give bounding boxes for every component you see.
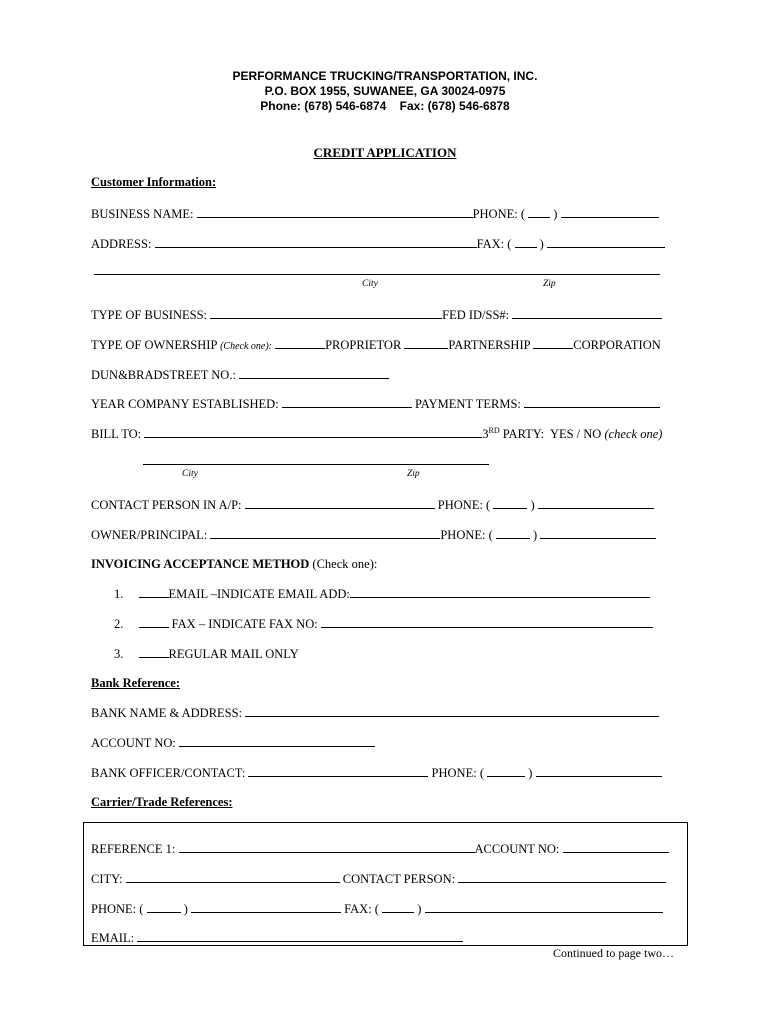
reference-city-label: CITY: [91,872,123,886]
bank-reference-heading: Bank Reference: [91,676,180,690]
proprietor-label: PROPRIETOR [325,338,402,352]
reference-phone-label: PHONE: ( [91,902,144,916]
email-check-field[interactable] [139,585,169,598]
type-business-row [91,306,662,323]
contact-ap-phone-area-field[interactable] [493,496,527,509]
dun-label: DUN&BRADSTREET NO.: [91,368,236,382]
option-number: 2. [114,617,124,631]
reference-phone-field[interactable] [191,900,341,913]
year-established-row [91,395,660,412]
paren-close: ) [533,528,538,542]
paren-close: ) [530,498,535,512]
contact-ap-phone-field[interactable] [538,496,654,509]
reference-email-field[interactable] [137,929,463,942]
payment-terms-label: PAYMENT TERMS: [414,397,521,411]
business-name-row [91,205,659,222]
bill-city-caption: City [182,469,198,479]
bill-zip-caption: Zip [407,469,420,479]
fax-field[interactable] [547,235,665,248]
owner-phone-area-field[interactable] [496,526,530,539]
invoicing-heading [91,556,377,572]
fed-id-field[interactable] [512,306,662,319]
owner-field[interactable] [210,526,440,539]
mail-option-label: REGULAR MAIL ONLY [168,647,299,661]
reference-contact-field[interactable] [458,870,666,883]
year-established-field[interactable] [282,395,412,408]
bill-to-line-2-field[interactable] [143,464,489,465]
reference1-label: REFERENCE 1: [91,842,176,856]
paren-close: ) [528,766,533,780]
option-number: 1. [114,587,124,601]
bank-name-field[interactable] [245,704,659,717]
contact-ap-phone-label: PHONE: ( [437,498,491,512]
carrier-reference-heading: Carrier/Trade References: [91,795,233,809]
reference1-row [91,840,669,857]
bank-account-row [91,734,375,751]
address-row [91,235,665,252]
bank-phone-area-field[interactable] [487,764,525,777]
bank-account-label: ACCOUNT NO: [91,736,176,750]
corporation-check-field[interactable] [533,336,573,349]
reference-city-field[interactable] [126,870,340,883]
reference-email-label: EMAIL: [91,931,135,945]
bank-phone-field[interactable] [536,764,662,777]
dun-field[interactable] [239,366,389,379]
proprietor-check-field[interactable] [275,336,325,349]
third-party-text: PARTY: YES / NO [499,427,602,441]
invoice-option-fax [114,615,653,632]
bill-to-row [91,425,662,442]
mail-check-field[interactable] [139,645,169,658]
option-number: 3. [114,647,124,661]
address-line-2-field[interactable] [94,274,660,275]
company-address: P.O. BOX 1955, SUWANEE, GA 30024-0975 [264,84,506,98]
type-ownership-label: TYPE OF OWNERSHIP [91,338,217,352]
fax-check-field[interactable] [139,615,169,628]
continued-note: Continued to page two… [553,946,674,960]
bank-phone-label: PHONE: ( [431,766,484,780]
invoice-option-email [114,585,650,602]
form-title: CREDIT APPLICATION [313,145,457,160]
reference1-account-label: ACCOUNT NO: [474,842,560,856]
zip-caption: Zip [543,279,556,289]
partnership-label: PARTNERSHIP [448,338,531,352]
reference-email-row [91,929,463,946]
third-party-sup: RD [488,425,500,435]
bank-officer-row [91,764,662,781]
year-established-label: YEAR COMPANY ESTABLISHED: [91,397,279,411]
bank-officer-field[interactable] [248,764,428,777]
business-phone-field[interactable] [561,205,659,218]
reference1-field[interactable] [179,840,475,853]
payment-terms-field[interactable] [524,395,660,408]
reference-city-row [91,870,666,887]
dun-row [91,366,389,383]
reference-contact-label: CONTACT PERSON: [342,872,456,886]
fax-option-label: FAX – INDICATE FAX NO: [168,617,318,631]
owner-phone-label: PHONE: ( [440,528,493,542]
bill-to-field[interactable] [144,425,482,438]
bank-name-label: BANK NAME & ADDRESS: [91,706,243,720]
third-party-label [482,427,601,441]
reference-fax-field[interactable] [425,900,663,913]
reference1-account-field[interactable] [563,840,669,853]
business-name-field[interactable] [197,205,473,218]
reference-phone-area-field[interactable] [147,900,181,913]
contact-ap-label: CONTACT PERSON IN A/P: [91,498,242,512]
invoice-option-mail [114,645,299,662]
fax-number-field[interactable] [321,615,653,628]
owner-row [91,526,656,543]
contact-ap-row [91,496,654,513]
customer-info-heading: Customer Information: [91,175,217,189]
company-name: PERFORMANCE TRUCKING/TRANSPORTATION, INC. [232,69,538,83]
paren-close: ) [539,237,544,251]
bank-account-field[interactable] [179,734,375,747]
invoicing-heading-bold: INVOICING ACCEPTANCE METHOD [91,557,310,571]
third-party-num: 3 [482,427,489,441]
bank-officer-label: BANK OFFICER/CONTACT: [91,766,246,780]
paren-close: ) [183,902,188,916]
email-address-field[interactable] [350,585,650,598]
fax-area-field[interactable] [515,235,537,248]
city-caption: City [362,279,378,289]
owner-phone-field[interactable] [540,526,656,539]
check-one-label: (check one) [604,427,663,441]
check-one-note: (Check one): [220,341,272,352]
address-label: ADDRESS: [91,237,152,251]
reference-fax-area-field[interactable] [382,900,414,913]
bank-name-row [91,704,659,721]
business-name-label: BUSINESS NAME: [91,207,194,221]
business-phone-area-field[interactable] [528,205,550,218]
address-field[interactable] [155,235,477,248]
fax-label: FAX: ( [476,237,512,251]
fed-id-label: FED ID/SS#: [442,308,510,322]
partnership-check-field[interactable] [404,336,448,349]
company-phone-fax: Phone: (678) 546-6874 Fax: (678) 546-6878 [260,99,510,113]
paren-close: ) [417,902,422,916]
contact-ap-field[interactable] [245,496,435,509]
owner-label: OWNER/PRINCIPAL: [91,528,208,542]
type-business-label: TYPE OF BUSINESS: [91,308,207,322]
paren-close: ) [553,207,558,221]
business-phone-label: PHONE: ( [472,207,526,221]
type-business-field[interactable] [210,306,442,319]
email-option-label: EMAIL –INDICATE EMAIL ADD: [168,587,350,601]
reference-phone-row [91,900,663,917]
bill-to-label: BILL TO: [91,427,142,441]
type-ownership-row [91,336,661,355]
corporation-label: CORPORATION [573,338,661,352]
invoicing-heading-rest: (Check one): [309,557,378,571]
reference-fax-label: FAX: ( [344,902,379,916]
